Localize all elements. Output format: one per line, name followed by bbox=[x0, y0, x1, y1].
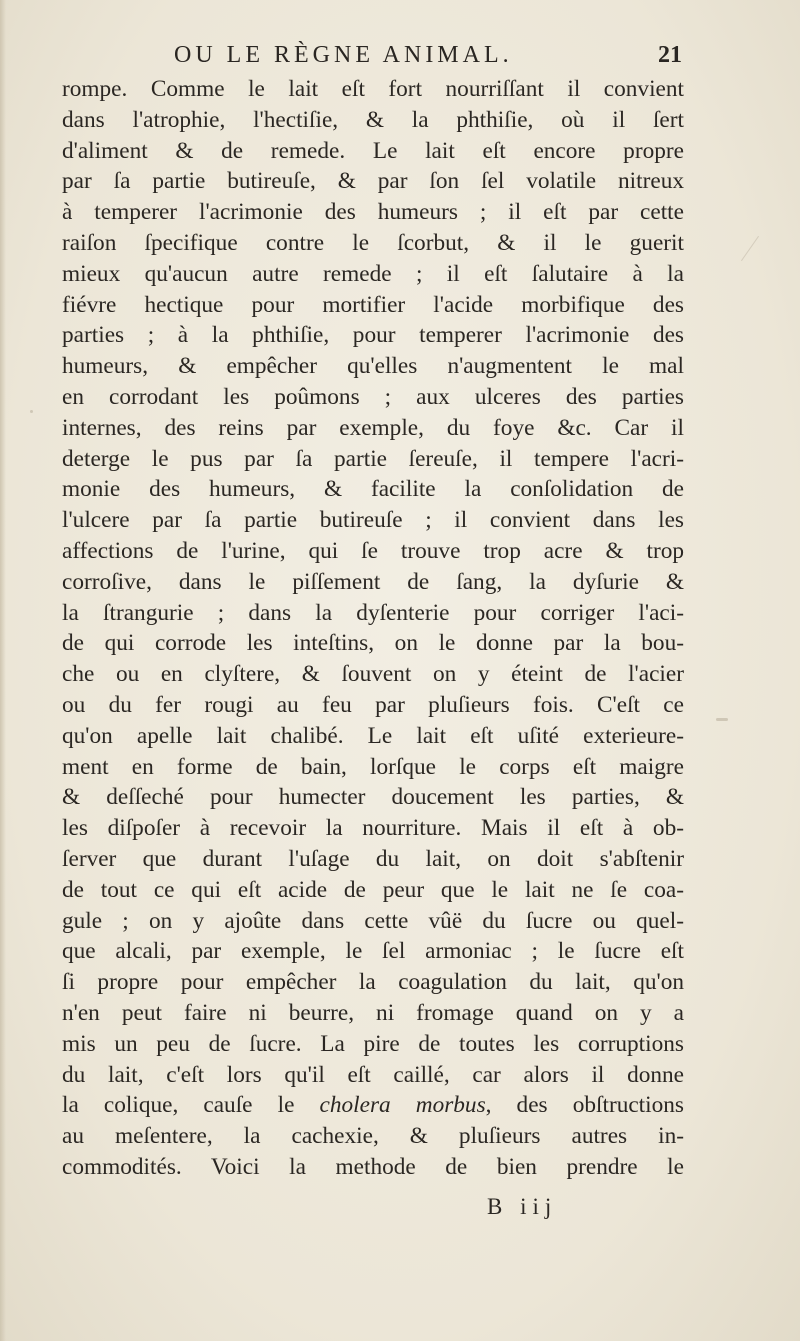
text-line: à temperer l'acrimonie des humeurs ; il eſt par cette bbox=[62, 199, 684, 226]
text-line: que alcali, par exemple, le ſel armoniac ; le ſucre eſt bbox=[62, 938, 684, 965]
text-line: affections de l'urine, qui ſe trouve trop acre & trop bbox=[62, 537, 684, 564]
text-line: par ſa partie butireuſe, & par ſon ſel volatile nitreux bbox=[62, 168, 684, 195]
text-line: la colique, cauſe le cholera morbus, des obſtructions bbox=[62, 1092, 684, 1119]
text-line: deterge le pus par ſa partie ſereuſe, il tempere l'acri- bbox=[62, 445, 684, 472]
text-line: raiſon ſpecifique contre le ſcorbut, & il le guerit bbox=[62, 229, 684, 256]
signature-mark: B iij bbox=[487, 1194, 558, 1219]
text-line: de qui corrode les inteſtins, on le donne par la bou- bbox=[62, 630, 684, 657]
paper-speck bbox=[741, 236, 759, 261]
text-line: fiévre hectique pour mortifier l'acide morbifique des bbox=[62, 291, 684, 318]
body-text bbox=[62, 74, 684, 1183]
text-line: ſi propre pour empêcher la coagulation du lait, qu'on bbox=[62, 969, 684, 996]
paper-speck bbox=[716, 718, 728, 721]
text-line: qu'on apelle lait chalibé. Le lait eſt uſité exterieure- bbox=[62, 722, 684, 749]
page-gutter-shadow bbox=[0, 0, 6, 1341]
text-line: du lait, c'eſt lors qu'il eſt caillé, car alors il donne bbox=[62, 1061, 684, 1088]
text-line: la ſtrangurie ; dans la dyſenterie pour corriger l'aci- bbox=[62, 599, 684, 626]
text-line: & deſſeché pour humecter doucement les parties, & bbox=[62, 784, 684, 811]
text-line: internes, des reins par exemple, du foye &c. Car il bbox=[62, 414, 684, 441]
text-line: en corrodant les poûmons ; aux ulceres des parties bbox=[62, 383, 684, 410]
text-line: ſerver que durant l'uſage du lait, on doit s'abſtenir bbox=[62, 845, 684, 872]
text-line: mieux qu'aucun autre remede ; il eſt ſalutaire à la bbox=[62, 260, 684, 287]
text-line: ou du fer rougi au feu par pluſieurs fois. C'eſt ce bbox=[62, 691, 684, 718]
text-line: corroſive, dans le piſſement de ſang, la dyſurie & bbox=[62, 568, 684, 595]
page-number: 21 bbox=[658, 42, 682, 68]
running-title: OU LE RÈGNE ANIMAL. bbox=[174, 42, 513, 68]
text-line: les diſpoſer à recevoir la nourriture. Mais il eſt à ob- bbox=[62, 815, 684, 842]
text-line: humeurs, & empêcher qu'elles n'augmentent le mal bbox=[62, 353, 684, 380]
text-line: d'aliment & de remede. Le lait eſt encore propre bbox=[62, 137, 684, 164]
text-line: l'ulcere par ſa partie butireuſe ; il convient dans les bbox=[62, 507, 684, 534]
text-line: n'en peut faire ni beurre, ni fromage quand on y a bbox=[62, 999, 684, 1026]
text-line: che ou en clyſtere, & ſouvent on y éteint de l'acier bbox=[62, 661, 684, 688]
text-line: de tout ce qui eſt acide de peur que le lait ne ſe coa- bbox=[62, 876, 684, 903]
text-line: gule ; on y ajoûte dans cette vûë du ſucre ou quel- bbox=[62, 907, 684, 934]
text-line: dans l'atrophie, l'hectiſie, & la phthiſie, où il ſert bbox=[62, 106, 684, 133]
text-line: parties ; à la phthiſie, pour temperer l'acrimonie des bbox=[62, 322, 684, 349]
running-head bbox=[62, 42, 682, 74]
text-line: monie des humeurs, & facilite la conſolidation de bbox=[62, 476, 684, 503]
paper-speck bbox=[30, 410, 33, 413]
text-line: au meſentere, la cachexie, & pluſieurs autres in- bbox=[62, 1123, 684, 1150]
text-line: commodités. Voici la methode de bien prendre le bbox=[62, 1153, 684, 1180]
text-line: rompe. Comme le lait eſt fort nourriſſant il convient bbox=[62, 76, 684, 102]
text-line: mis un peu de ſucre. La pire de toutes les corruptions bbox=[62, 1030, 684, 1057]
text-line: ment en forme de bain, lorſque le corps eſt maigre bbox=[62, 753, 684, 780]
